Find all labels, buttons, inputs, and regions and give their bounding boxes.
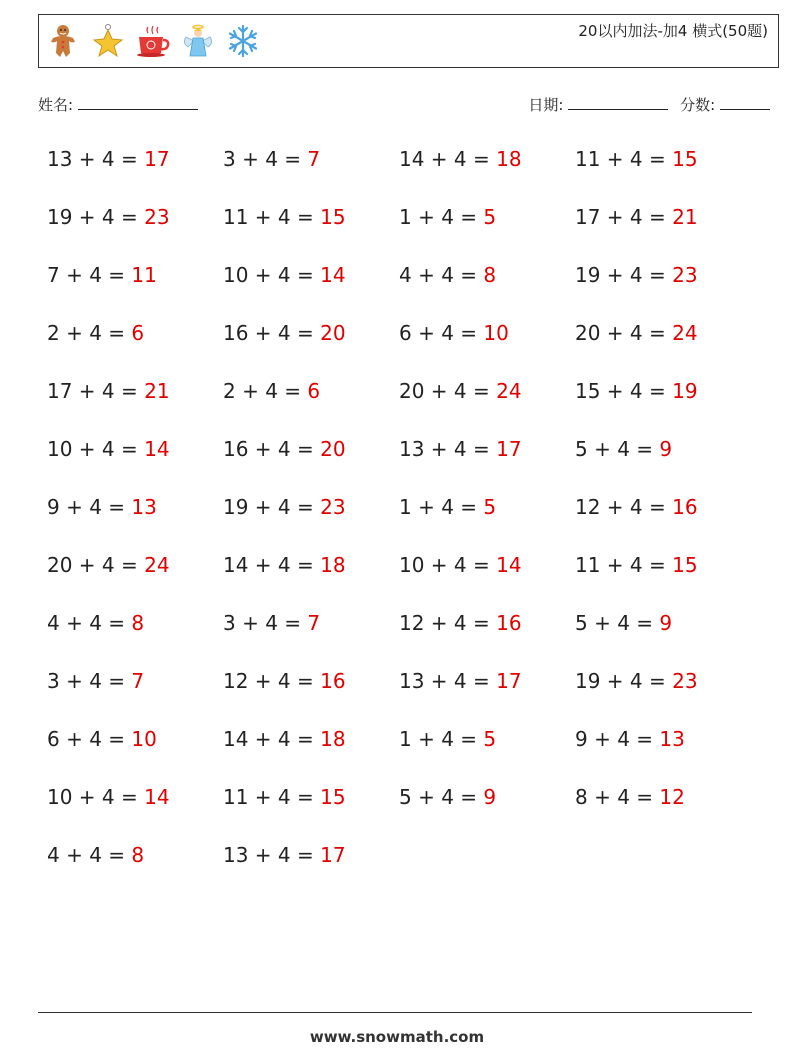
problem-answer: 19 (672, 379, 698, 403)
name-blank (78, 96, 198, 110)
problem-question: 2 + 4 = (47, 321, 132, 345)
problem-item (575, 727, 751, 785)
problem-answer: 8 (483, 263, 497, 287)
problem-answer: 23 (144, 205, 170, 229)
problem-answer: 17 (496, 437, 522, 461)
problem-item (575, 205, 751, 263)
problem-answer: 11 (131, 263, 157, 287)
problem-item (223, 263, 399, 321)
problem-answer: 10 (131, 727, 157, 751)
star-ornament-icon (90, 23, 126, 59)
problem-question: 13 + 4 = (399, 669, 497, 693)
problem-item (47, 379, 223, 437)
problem-question: 20 + 4 = (575, 321, 673, 345)
problem-question: 11 + 4 = (575, 147, 673, 171)
problem-question: 19 + 4 = (47, 205, 145, 229)
problem-question: 14 + 4 = (223, 727, 321, 751)
angel-icon (180, 23, 216, 59)
problem-item (47, 669, 223, 727)
problem-row (47, 147, 767, 205)
problem-answer: 17 (144, 147, 170, 171)
problem-question: 7 + 4 = (47, 263, 132, 287)
problem-answer: 24 (496, 379, 522, 403)
problem-answer: 15 (320, 785, 346, 809)
date-field (528, 94, 668, 115)
problem-question: 11 + 4 = (223, 205, 321, 229)
problem-answer: 21 (672, 205, 698, 229)
problem-question: 3 + 4 = (223, 147, 308, 171)
problem-row (47, 495, 767, 553)
snowflake-icon (225, 23, 261, 59)
problem-question: 16 + 4 = (223, 321, 321, 345)
problem-answer: 9 (483, 785, 497, 809)
date-blank (568, 96, 668, 110)
problem-answer: 6 (307, 379, 321, 403)
problem-answer: 17 (320, 843, 346, 867)
problem-question: 19 + 4 = (575, 263, 673, 287)
problem-item (47, 321, 223, 379)
problem-row (47, 205, 767, 263)
problem-item (399, 785, 575, 843)
problem-row (47, 843, 767, 901)
problem-question: 9 + 4 = (47, 495, 132, 519)
problem-question: 3 + 4 = (47, 669, 132, 693)
problem-answer: 16 (320, 669, 346, 693)
problem-answer: 16 (672, 495, 698, 519)
date-label: 日期: (528, 96, 564, 114)
problem-item (47, 263, 223, 321)
problem-item (575, 785, 751, 843)
problem-question: 20 + 4 = (47, 553, 145, 577)
problem-answer: 5 (483, 495, 497, 519)
problem-answer: 16 (496, 611, 522, 635)
problem-answer: 24 (672, 321, 698, 345)
problem-item (47, 205, 223, 263)
problem-item (47, 843, 223, 901)
problem-question: 19 + 4 = (223, 495, 321, 519)
problem-answer: 14 (496, 553, 522, 577)
problem-item (399, 321, 575, 379)
problem-item (47, 727, 223, 785)
problem-answer: 18 (320, 553, 346, 577)
problem-question: 6 + 4 = (47, 727, 132, 751)
problem-item (223, 205, 399, 263)
problem-question: 14 + 4 = (399, 147, 497, 171)
problem-answer: 7 (307, 611, 321, 635)
date-score-fields (528, 94, 770, 115)
problem-row (47, 321, 767, 379)
problem-question: 6 + 4 = (399, 321, 484, 345)
worksheet-title: 20以内加法-加4 横式(50题) (578, 22, 768, 40)
problem-question: 1 + 4 = (399, 727, 484, 751)
problem-answer: 9 (659, 437, 673, 461)
problem-answer: 23 (320, 495, 346, 519)
problem-item (223, 553, 399, 611)
problem-question: 10 + 4 = (47, 785, 145, 809)
footer-url: www.snowmath.com (309, 1028, 485, 1046)
problem-question: 13 + 4 = (399, 437, 497, 461)
problem-row (47, 263, 767, 321)
problem-item (47, 553, 223, 611)
problem-question: 13 + 4 = (47, 147, 145, 171)
problem-answer: 10 (483, 321, 509, 345)
header-icons (45, 23, 261, 59)
problem-item (399, 437, 575, 495)
problem-answer: 9 (659, 611, 673, 635)
problem-row (47, 437, 767, 495)
problem-question: 5 + 4 = (399, 785, 484, 809)
problem-item (575, 263, 751, 321)
problem-question: 5 + 4 = (575, 437, 660, 461)
problem-question: 12 + 4 = (575, 495, 673, 519)
problem-answer: 18 (320, 727, 346, 751)
problem-question: 12 + 4 = (399, 611, 497, 635)
problem-row (47, 611, 767, 669)
problem-question: 13 + 4 = (223, 843, 321, 867)
score-blank (720, 96, 770, 110)
name-label: 姓名: (38, 96, 74, 114)
problem-answer: 18 (496, 147, 522, 171)
problem-answer: 13 (131, 495, 157, 519)
problem-question: 1 + 4 = (399, 495, 484, 519)
problem-item (399, 379, 575, 437)
score-field (680, 94, 770, 115)
problem-item (399, 205, 575, 263)
problem-item (399, 553, 575, 611)
problem-answer: 6 (131, 321, 145, 345)
problem-answer: 8 (131, 843, 145, 867)
problem-answer: 5 (483, 205, 497, 229)
gingerbread-man-icon (45, 23, 81, 59)
hot-drink-mug-icon (135, 23, 171, 59)
problem-question: 12 + 4 = (223, 669, 321, 693)
problem-answer: 5 (483, 727, 497, 751)
problem-item (47, 611, 223, 669)
problem-answer: 14 (320, 263, 346, 287)
problem-item (399, 495, 575, 553)
problem-item (223, 843, 399, 901)
problem-item (223, 437, 399, 495)
problem-item (575, 611, 751, 669)
problem-answer: 17 (496, 669, 522, 693)
problem-question: 20 + 4 = (399, 379, 497, 403)
problem-answer: 7 (307, 147, 321, 171)
problem-item (575, 553, 751, 611)
problem-row (47, 669, 767, 727)
problem-item (223, 785, 399, 843)
problem-item (47, 147, 223, 205)
problem-item (223, 669, 399, 727)
problem-item (47, 785, 223, 843)
header-box (38, 14, 779, 68)
problem-answer: 24 (144, 553, 170, 577)
problem-question: 19 + 4 = (575, 669, 673, 693)
score-label: 分数: (680, 96, 716, 114)
problem-item (223, 495, 399, 553)
problem-grid (47, 147, 767, 901)
problem-item (47, 495, 223, 553)
problem-item (399, 147, 575, 205)
problem-question: 16 + 4 = (223, 437, 321, 461)
problem-question: 10 + 4 = (47, 437, 145, 461)
problem-item (575, 437, 751, 495)
problem-row (47, 785, 767, 843)
problem-answer: 23 (672, 669, 698, 693)
problem-question: 2 + 4 = (223, 379, 308, 403)
problem-question: 10 + 4 = (223, 263, 321, 287)
problem-question: 9 + 4 = (575, 727, 660, 751)
problem-question: 3 + 4 = (223, 611, 308, 635)
problem-row (47, 727, 767, 785)
problem-answer: 12 (659, 785, 685, 809)
problem-question: 5 + 4 = (575, 611, 660, 635)
problem-question: 17 + 4 = (47, 379, 145, 403)
problem-question: 4 + 4 = (47, 843, 132, 867)
problem-answer: 8 (131, 611, 145, 635)
problem-item (223, 727, 399, 785)
problem-answer: 15 (672, 553, 698, 577)
problem-item (575, 147, 751, 205)
problem-question: 15 + 4 = (575, 379, 673, 403)
footer-divider (38, 1012, 752, 1013)
problem-answer: 21 (144, 379, 170, 403)
problem-answer: 15 (320, 205, 346, 229)
problem-question: 10 + 4 = (399, 553, 497, 577)
problem-answer: 7 (131, 669, 145, 693)
problem-question: 4 + 4 = (47, 611, 132, 635)
problem-row (47, 379, 767, 437)
problem-answer: 20 (320, 437, 346, 461)
problem-question: 8 + 4 = (575, 785, 660, 809)
problem-row (47, 553, 767, 611)
problem-question: 14 + 4 = (223, 553, 321, 577)
problem-question: 4 + 4 = (399, 263, 484, 287)
problem-question: 17 + 4 = (575, 205, 673, 229)
problem-answer: 14 (144, 785, 170, 809)
problem-answer: 14 (144, 437, 170, 461)
problem-item (223, 611, 399, 669)
name-field (38, 94, 198, 115)
problem-question: 11 + 4 = (223, 785, 321, 809)
problem-item (223, 147, 399, 205)
problem-item (399, 263, 575, 321)
problem-item (223, 321, 399, 379)
problem-answer: 15 (672, 147, 698, 171)
problem-answer: 23 (672, 263, 698, 287)
problem-item (399, 727, 575, 785)
problem-item (575, 669, 751, 727)
problem-item (575, 321, 751, 379)
problem-question: 1 + 4 = (399, 205, 484, 229)
problem-item (399, 611, 575, 669)
problem-item (223, 379, 399, 437)
problem-item (575, 495, 751, 553)
problem-answer: 20 (320, 321, 346, 345)
problem-answer: 13 (659, 727, 685, 751)
problem-item (47, 437, 223, 495)
problem-item (575, 379, 751, 437)
problem-question: 11 + 4 = (575, 553, 673, 577)
problem-item (399, 669, 575, 727)
